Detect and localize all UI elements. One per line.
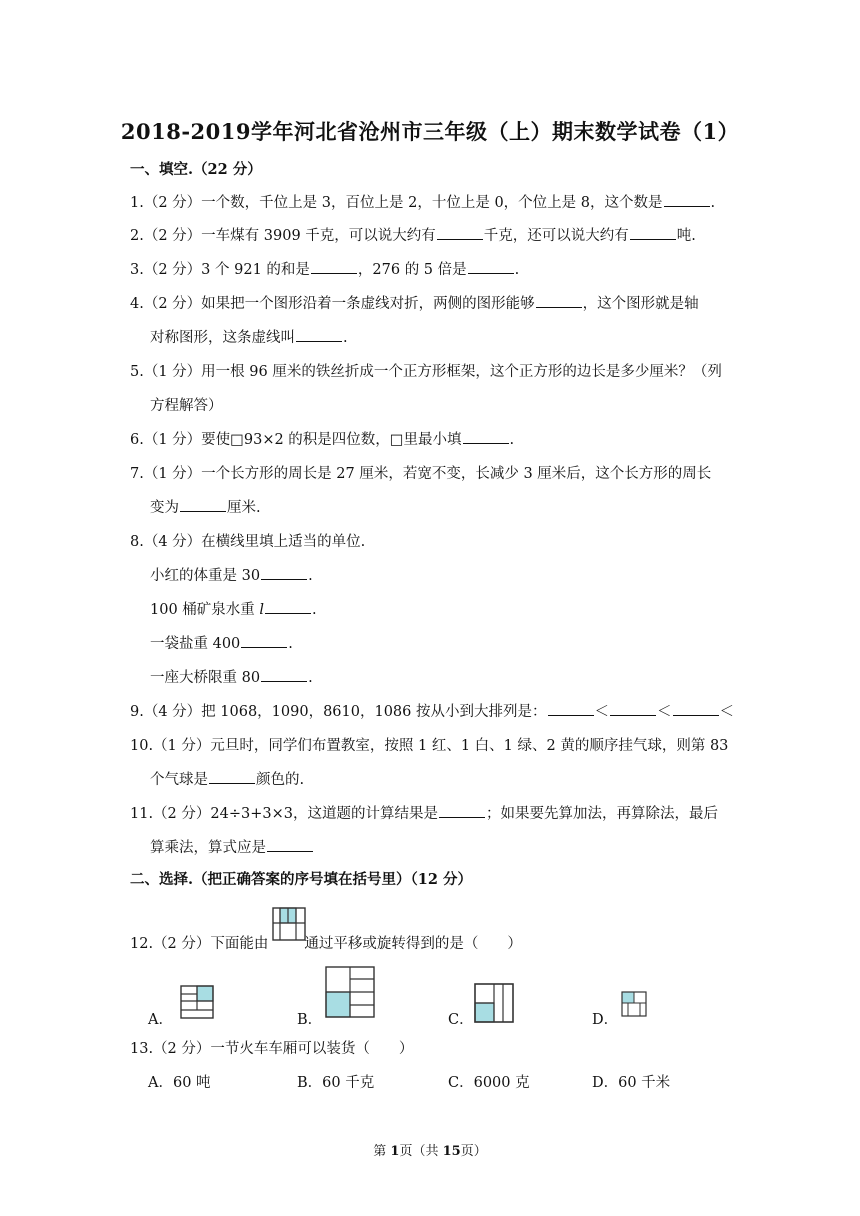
question-13: 13.（2 分）一节火车车厢可以装货（ ） [130,1041,414,1057]
q12-option-a-label[interactable]: A． [148,1012,173,1028]
q12-option-c-figure[interactable] [474,983,514,1023]
q12-text-b: 通过平移或旋转得到的是（ ） [304,936,522,952]
q12-option-d-label[interactable]: D． [592,1012,619,1028]
answer-blank[interactable] [664,192,710,207]
q9-text: 9.（4 分）把 1068，1090，8610，1086 按从小到大排列是： [130,704,547,720]
answer-blank[interactable] [536,293,582,308]
q13-option-a[interactable]: A．60 吨 [148,1075,211,1091]
section-1-heading: 一、填空.（22 分） [130,161,262,178]
question-11-cont [150,836,314,857]
q12-option-b-label[interactable]: B． [297,1012,323,1028]
question-1 [130,191,715,212]
footer-page-number: 1 [390,1144,400,1159]
q1-end: . [710,195,716,211]
q11-text-a: 11.（2 分）24÷3+3×3，这道题的计算结果是 [130,806,438,822]
answer-blank[interactable] [267,837,313,852]
page-title: 2018-2019学年河北省沧州市三年级（上）期末数学试卷（1） [120,119,740,144]
answer-blank[interactable] [630,225,676,240]
answer-blank[interactable] [437,225,483,240]
q11-text-b: ；如果要先算加法，再算除法，最后 [485,806,718,822]
q8-l4-text: 一座大桥限重 80 [150,670,261,686]
answer-blank[interactable] [468,259,514,274]
answer-blank[interactable] [439,803,485,818]
question-5-cont: 方程解答） [150,398,223,414]
answer-blank[interactable] [463,429,509,444]
answer-blank[interactable] [180,497,226,512]
q7-text-c: 厘米. [227,500,261,516]
answer-blank[interactable] [296,327,342,342]
q8-line-4 [150,666,313,687]
question-11 [130,802,718,823]
less-than: ＜ [719,704,734,720]
q3-text-b: ，276 的 5 倍是 [357,262,467,278]
footer-text-c: 页） [460,1144,487,1159]
q8-l2-var: l [259,602,265,618]
question-4 [130,292,699,313]
q12-option-a-figure[interactable] [180,985,214,1019]
q1-text: 1.（2 分）一个数，千位上是 3，百位上是 2，十位上是 0，个位上是 8，这个数是 [130,195,663,211]
q7-text-b: 变为 [150,500,179,516]
q12-option-d-figure[interactable] [621,991,647,1017]
q8-line-3 [150,632,293,653]
footer-text-a: 第 [373,1144,391,1159]
q8-l1-text: 小红的体重是 30 [150,568,261,584]
answer-blank[interactable] [209,769,255,784]
answer-blank[interactable] [610,701,656,716]
q4-text-c: 对称图形，这条虚线叫 [150,330,295,346]
question-7: 7.（1 分）一个长方形的周长是 27 厘米，若宽不变，长减少 3 厘米后，这个长方形的周长 [130,466,712,482]
question-10: 10.（1 分）元旦时，同学们布置教室，按照 1 红、1 白、1 绿、2 黄的顺序挂气球，则第 83 [130,738,729,754]
q13-option-d[interactable]: D．60 千米 [592,1075,671,1091]
q4-text-b: ，这个图形就是轴 [582,296,699,312]
q11-text-c: 算乘法，算式应是 [150,840,266,856]
q2-text-a: 2.（2 分）一车煤有 3909 千克，可以说大约有 [130,228,436,244]
answer-blank[interactable] [311,259,357,274]
less-than: ＜ [594,704,609,720]
q8-l3-text: 一袋盐重 400 [150,636,241,652]
q13-option-c[interactable]: C．6000 克 [448,1075,530,1091]
q12-text-a: 12.（2 分）下面能由 [130,936,269,952]
question-9 [130,700,734,721]
q10-text-c: 颜色的. [256,772,305,788]
question-5: 5.（1 分）用一根 96 厘米的铁丝折成一个正方形框架，这个正方形的边长是多少厘米？（列 [130,364,722,380]
q8-line-1 [150,564,313,585]
question-2 [130,224,696,245]
q10-text-b: 个气球是 [150,772,208,788]
less-than: ＜ [657,704,672,720]
footer-total-pages: 15 [442,1144,461,1159]
q2-text-b: 千克，还可以说大约有 [483,228,629,244]
dot: . [312,602,317,618]
q2-text-c: 吨. [676,228,696,244]
q6-text-b: . [509,432,515,448]
answer-blank[interactable] [673,701,719,716]
answer-blank[interactable] [261,667,307,682]
q3-text-c: . [514,262,520,278]
section-2-heading: 二、选择.（把正确答案的序号填在括号里）（12 分） [130,871,473,888]
footer-text-b: 页（共 [399,1144,443,1159]
question-7-cont [150,496,261,517]
question-12 [130,932,522,953]
answer-blank[interactable] [265,599,311,614]
q8-l2-text: 100 桶矿泉水重 [150,602,260,618]
dot: . [308,670,313,686]
answer-blank[interactable] [261,565,307,580]
answer-blank[interactable] [548,701,594,716]
question-4-cont [150,326,348,347]
answer-blank[interactable] [241,633,287,648]
q3-text-a: 3.（2 分）3 个 921 的和是 [130,262,310,278]
question-8: 8.（4 分）在横线里填上适当的单位. [130,534,366,550]
q4-text-d: . [343,330,348,346]
q4-text-a: 4.（2 分）如果把一个图形沿着一条虚线对折，两侧的图形能够 [130,296,535,312]
q6-text-a: 6.（1 分）要使□93×2 的积是四位数，□里最小填 [130,432,462,448]
question-10-cont [150,768,304,789]
dot: . [308,568,313,584]
question-6 [130,428,514,449]
q8-line-2 [150,598,317,619]
q12-option-b-figure[interactable] [325,966,375,1018]
q12-option-c-label[interactable]: C． [448,1012,474,1028]
dot: . [288,636,293,652]
q13-option-b[interactable]: B．60 千克 [297,1075,375,1091]
q12-reference-figure [272,907,306,941]
question-3 [130,258,519,279]
page-footer [0,1140,860,1159]
